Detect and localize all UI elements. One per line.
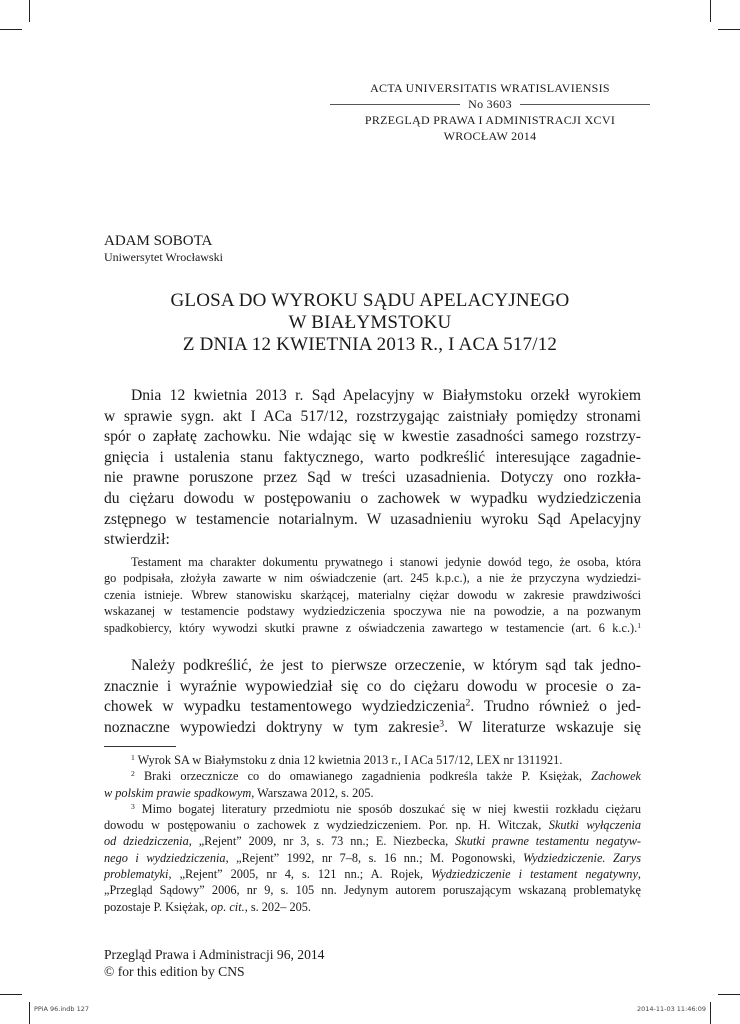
text-line: Należy podkreślić, że jest to pierwsze orzeczenie, w którym sąd tak jedno- — [131, 657, 641, 674]
footnote-separator — [104, 746, 176, 747]
crop-mark — [29, 1002, 30, 1024]
text-span: . Trudno również o jed- — [470, 698, 641, 716]
crop-mark — [29, 0, 30, 22]
footnote-text: , — [637, 867, 641, 882]
crop-mark — [710, 0, 711, 22]
footnote-2-cont — [104, 785, 641, 801]
author-name: ADAM SOBOTA — [104, 233, 213, 249]
journal-series: PRZEGLĄD PRAWA I ADMINISTRACJI XCVI — [364, 113, 616, 127]
footnote-title: problematyki — [104, 867, 169, 882]
author-affiliation: Uniwersytet Wrocławski — [104, 250, 223, 264]
footnote-2 — [104, 768, 641, 784]
footnote-title: od dziedziczenia — [104, 834, 189, 849]
footnote-text: Braki orzecznicze co do omawianego zagadnienia podkreśla także P. Księżak, — [143, 769, 592, 784]
footnote-text: , „Rejent” 2005, nr 4, s. 121 nn.; A. Rojek, — [168, 867, 432, 882]
journal-name: ACTA UNIVERSITATIS WRATISLAVIENSIS — [370, 81, 610, 95]
text-span: chowek w wypadku testamentowego wydziedziczenia — [104, 698, 466, 716]
print-slug-file: PPiA 96.indb 127 — [34, 1005, 90, 1013]
quote-line: czenia istnieje. Wbrew stanowisku skarżącej, materialny ciężar dowodu w zakresie prawdziwości — [104, 587, 641, 602]
footnote-number: 2 — [131, 769, 135, 779]
footnote-number: 1 — [131, 752, 135, 762]
footnote-title: w polskim prawie spadkowym — [104, 785, 252, 800]
footnote-text: , s. 202– 205. — [244, 899, 311, 914]
footnote-text: Wyrok SA w Białymstoku z dnia 12 kwietnia 2013 r., I ACa 517/12, LEX nr 1311921. — [137, 753, 563, 767]
footnote-text: pozostaje P. Księżak, — [104, 899, 211, 914]
quote-line: wskazanej w testamencie podstawy wydziedziczenia spoczywa nie na powodzie, a na pozwanym — [104, 604, 641, 619]
quote-line — [104, 620, 641, 636]
text-line: du ciężaru dowodu w postępowaniu o zachowek w wypadku wydziedziczenia — [104, 489, 641, 507]
crop-mark — [0, 29, 22, 30]
footnote-title: Wydziedziczenie. Zarys — [522, 850, 642, 865]
text-line: stwierdził: — [104, 531, 170, 549]
journal-number-line — [330, 96, 650, 112]
print-slug-datetime: 2014-11-03 11:46:09 — [636, 1005, 706, 1013]
footnote-number: 3 — [131, 801, 135, 811]
text-span: . W literaturze wskazuje się — [444, 718, 642, 736]
footnote-title: Zachowek — [591, 769, 642, 784]
footer-copyright: © for this edition by CNS — [104, 964, 245, 979]
footnote-text: , Warszawa 2012, s. 205. — [251, 785, 374, 800]
crop-mark — [718, 994, 740, 995]
footnote-text: , „Rejent” 1992, nr 7–8, s. 16 nn.; M. Pogonowski, — [225, 850, 523, 865]
title-line: W BIAŁYMSTOKU — [288, 312, 452, 333]
body-paragraph-1 — [104, 386, 641, 551]
crop-mark — [0, 994, 22, 995]
footnote-ref[interactable]: 3 — [439, 718, 445, 730]
text-line — [104, 718, 641, 739]
text-line: gnięcia i ustalenia stanu faktycznego, warto podkreślić interesujące zagadnie- — [104, 448, 641, 466]
body-paragraph-2 — [104, 656, 641, 738]
footnote-3-cont — [104, 817, 641, 833]
journal-number: No 3603 — [468, 97, 512, 111]
article-title — [100, 290, 640, 356]
text-line: zstępnego w testamencie notarialnym. W uzasadnieniu wyroku Sąd Apelacyjny — [104, 510, 641, 528]
footnote-title: nego i wydziedziczenia — [104, 850, 226, 865]
footnote-1 — [104, 752, 641, 768]
footnote-ref[interactable]: 2 — [465, 697, 471, 709]
header-rule — [330, 104, 460, 105]
footnote-title: Skutki prawne testamentu negatyw- — [455, 834, 642, 849]
footnote-text: Mimo bogatej literatury przedmiotu nie sposób doszukać się w niej kwestii rozkładu ciężaru — [141, 801, 641, 816]
text-span: noznaczne wypowiedzi doktryny w tym zakresie — [104, 718, 440, 736]
quote-text: spadkobiercy, który wywodzi skutki prawne z oświadczenia zawartego w testamencie (art. 6 k.c.). — [104, 620, 638, 635]
journal-place-year: WROCŁAW 2014 — [443, 129, 537, 143]
page-footer — [104, 946, 324, 980]
quote-line: go podpisała, złożyła zawarte w nim oświadczenie (art. 245 k.p.c.), a nie że przyczyna wydziedzi- — [104, 571, 641, 586]
footnote-3-cont — [104, 850, 641, 866]
footnote-3-cont — [104, 899, 641, 915]
title-line: GLOSA DO WYROKU SĄDU APELACYJNEGO — [170, 290, 570, 311]
text-line: spór o zapłatę zachowku. Nie wdając się w kwestie zasadności samego rozstrzy- — [104, 428, 641, 446]
block-quote — [104, 554, 641, 636]
text-line: w sprawie sygn. akt I ACa 517/12, rozstrzygając zaistniały pomiędzy stronami — [104, 407, 641, 425]
footnote-3-cont: „Przegląd Sądowy” 2006, nr 9, s. 105 nn. Jedynym autorem poruszającym wskazaną problematykę — [104, 883, 641, 898]
footnote-title: Wydziedziczenie i testament negatywny — [431, 867, 638, 882]
text-line: nie prawne poruszone przez Sąd w treści uzasadnienia. Dotyczy ono rozkła- — [104, 469, 641, 487]
crop-mark — [710, 1002, 711, 1024]
footnote-title: Skutki wyłączenia — [548, 818, 641, 833]
journal-header — [330, 80, 650, 144]
header-rule — [520, 104, 650, 105]
quote-line: Testament ma charakter dokumentu prywatnego i stanowi jedynie dowód tego, że osoba, która — [131, 555, 641, 569]
footnote-text: dowodu w postępowaniu o zachowek z wydziedziczeniem. Por. np. H. Witczak, — [104, 818, 549, 833]
crop-mark — [718, 29, 740, 30]
footer-journal: Przegląd Prawa i Administracji 96, 2014 — [104, 947, 325, 962]
text-line: znacznie i wyraźnie wypowiedział się co do ciężaru dowodu w procesie o za- — [104, 677, 641, 695]
footnote-3-cont — [104, 833, 641, 849]
footnotes — [104, 752, 641, 915]
text-line: Dnia 12 kwietnia 2013 r. Sąd Apelacyjny w Białymstoku orzekł wyrokiem — [131, 387, 641, 404]
footnote-3-cont — [104, 866, 641, 882]
text-line — [104, 697, 641, 718]
footnote-ref[interactable]: 1 — [637, 620, 641, 630]
title-line: Z DNIA 12 KWIETNIA 2013 R., I ACA 517/12 — [182, 334, 558, 355]
footnote-title: op. cit. — [210, 899, 245, 914]
footnote-text: , „Rejent” 2009, nr 3, s. 73 nn.; E. Niezbecka, — [188, 834, 456, 849]
footnote-3 — [104, 801, 641, 817]
